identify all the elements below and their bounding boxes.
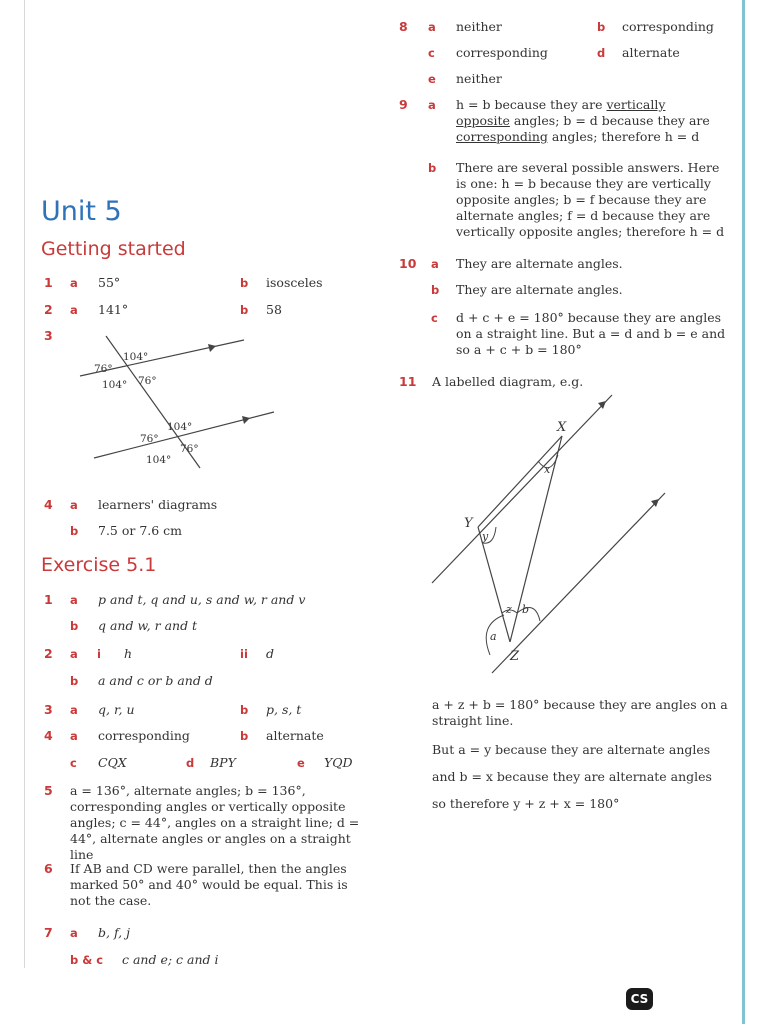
e2a-letter: a xyxy=(70,647,78,661)
e2aii-letter: ii xyxy=(240,647,248,661)
q8a-letter: a xyxy=(428,20,436,34)
q11-line2: But a = y because they are alternate angles xyxy=(432,742,711,757)
q11-number: 11 xyxy=(399,374,417,389)
arrow-lower xyxy=(242,416,250,424)
q8b-answer: corresponding xyxy=(622,19,714,34)
q10c-answer: d + c + e = 180° because they are angles on a straight line. But a = d and b = e and so a + c + b = 180° xyxy=(456,310,726,357)
q10a-answer: They are alternate angles. xyxy=(456,256,623,271)
q9a-line2-underlined: opposite xyxy=(456,113,510,128)
top-angle-bl: 104° xyxy=(102,379,128,391)
gs2-number: 2 xyxy=(44,302,53,317)
gs1-number: 1 xyxy=(44,275,53,290)
q9a-line2: angles; b = d because they are xyxy=(513,113,710,128)
q8a-answer: neither xyxy=(456,19,502,34)
bottom-angle-tr: 104° xyxy=(167,421,193,433)
e2aii-answer: d xyxy=(266,646,275,661)
e1a-answer: p and t, q and u, s and w, r and v xyxy=(98,592,306,607)
gs1a-answer: 55° xyxy=(98,275,121,290)
q10b-letter: b xyxy=(431,283,440,297)
e5-answer: a = 136°, alternate angles; b = 136°, corresponding angles or vertically opposite angles; c = 44°, angles on a straight line; d = 44°, alternate angles or angles on a straight line xyxy=(70,783,360,862)
e2ai-letter: i xyxy=(97,647,101,661)
e3b-answer: p, s, t xyxy=(266,702,302,717)
q10b-answer: They are alternate angles. xyxy=(456,282,623,297)
e4d-letter: d xyxy=(186,756,195,770)
gs4b-letter: b xyxy=(70,524,79,538)
label-angle-x: x xyxy=(544,463,551,476)
q8c-letter: c xyxy=(428,46,435,60)
e7-number: 7 xyxy=(44,925,53,940)
gs1b-answer: isosceles xyxy=(266,275,323,290)
label-angle-a: a xyxy=(490,630,497,643)
q9a-answer xyxy=(456,97,726,145)
e4a-letter: a xyxy=(70,729,78,743)
e3-number: 3 xyxy=(44,702,53,717)
e7bc-answer: c and e; c and i xyxy=(122,952,219,967)
e3b-letter: b xyxy=(240,703,249,717)
e2b-letter: b xyxy=(70,674,79,688)
top-angle-tl: 76° xyxy=(94,363,113,375)
q9a-letter: a xyxy=(428,98,436,112)
q11-line1: a + z + b = 180° because they are angles on a straight line. xyxy=(432,697,728,728)
q9a-line3: angles; therefore h = d xyxy=(551,129,700,144)
e6-number: 6 xyxy=(44,861,53,876)
e3a-letter: a xyxy=(70,703,78,717)
e7a-letter: a xyxy=(70,926,78,940)
bottom-angle-tl: 76° xyxy=(140,433,159,445)
label-vertex-z: Z xyxy=(510,649,520,664)
e1b-letter: b xyxy=(70,619,79,633)
e1a-letter: a xyxy=(70,593,78,607)
q9a-line1: h = b because they are xyxy=(456,97,603,112)
gs4a-answer: learners' diagrams xyxy=(98,497,218,512)
q8e-answer: neither xyxy=(456,71,502,86)
q10-number: 10 xyxy=(399,256,417,271)
exercise-heading: Exercise 5.1 xyxy=(41,554,157,576)
q8e-letter: e xyxy=(428,72,436,86)
q8d-answer: alternate xyxy=(622,45,680,60)
gs3-parallel-lines-diagram xyxy=(66,330,286,475)
label-angle-y: y xyxy=(482,530,489,543)
camscanner-logo: CS xyxy=(626,988,653,1010)
q10a-letter: a xyxy=(431,257,439,271)
top-angle-tr: 104° xyxy=(123,351,149,363)
unit-title: Unit 5 xyxy=(41,196,122,227)
getting-started-heading: Getting started xyxy=(41,238,186,260)
e1b-answer: q and w, r and t xyxy=(98,618,198,633)
gs1b-letter: b xyxy=(240,276,249,290)
q10c-letter: c xyxy=(431,311,438,325)
gs4-number: 4 xyxy=(44,497,53,512)
q9a-line1-underlined: vertically xyxy=(606,97,666,112)
q9a-line3-underlined: corresponding xyxy=(456,129,548,144)
e6-answer: If AB and CD were parallel, then the angles marked 50° and 40° would be equal. This is not the case. xyxy=(70,861,348,908)
q11-line3: and b = x because they are alternate angles xyxy=(432,769,712,784)
e4d-answer: BPY xyxy=(210,755,236,770)
parallel-line-top xyxy=(432,395,612,583)
q9b-answer: There are several possible answers. Here is one: h = b because they are vertically opposite angles; b = f because they are alternate angles; f = d because they are vertically opposite angles; therefore h = d xyxy=(456,160,725,239)
label-vertex-x: X xyxy=(557,420,567,435)
gs2a-letter: a xyxy=(70,303,78,317)
side-xy xyxy=(478,436,562,527)
side-yz xyxy=(478,527,510,642)
e2b-answer: a and c or b and d xyxy=(98,673,213,688)
top-angle-br: 76° xyxy=(138,375,157,387)
gs4b-answer: 7.5 or 7.6 cm xyxy=(98,523,183,538)
e4b-letter: b xyxy=(240,729,249,743)
e4a-answer: corresponding xyxy=(98,728,190,743)
parallel-line-bottom xyxy=(492,493,665,673)
bottom-angle-bl: 104° xyxy=(146,454,172,466)
label-angle-b: b xyxy=(522,603,530,616)
column-gutter xyxy=(24,0,25,968)
q8d-letter: d xyxy=(597,46,606,60)
gs4a-letter: a xyxy=(70,498,78,512)
e1-number: 1 xyxy=(44,592,53,607)
e2-number: 2 xyxy=(44,646,53,661)
e2ai-answer: h xyxy=(124,646,133,661)
q9-number: 9 xyxy=(399,97,408,112)
e4c-letter: c xyxy=(70,756,77,770)
q11-line4: so therefore y + z + x = 180° xyxy=(432,796,620,811)
gs2a-answer: 141° xyxy=(98,302,129,317)
e4-number: 4 xyxy=(44,728,53,743)
q8c-answer: corresponding xyxy=(456,45,548,60)
e5-number: 5 xyxy=(44,783,53,798)
q11-triangle-diagram xyxy=(420,385,730,675)
e3a-answer: q, r, u xyxy=(98,702,135,717)
label-vertex-y: Y xyxy=(464,516,473,531)
q9b-letter: b xyxy=(428,161,437,175)
gs2b-letter: b xyxy=(240,303,249,317)
q8-number: 8 xyxy=(399,19,408,34)
e7a-answer: b, f, j xyxy=(98,925,130,940)
e4c-answer: CQX xyxy=(98,755,127,770)
arrow-upper xyxy=(208,344,216,352)
q11-intro: A labelled diagram, e.g. xyxy=(432,374,584,389)
gs3-number: 3 xyxy=(44,328,53,343)
q8b-letter: b xyxy=(597,20,606,34)
gs1a-letter: a xyxy=(70,276,78,290)
e4e-answer: YQD xyxy=(324,755,353,770)
gs2b-answer: 58 xyxy=(266,302,282,317)
e4b-answer: alternate xyxy=(266,728,324,743)
e7bc-letter: b & c xyxy=(70,953,104,967)
e4e-letter: e xyxy=(297,756,305,770)
label-angle-z: z xyxy=(506,603,512,616)
bottom-angle-br: 76° xyxy=(180,443,199,455)
